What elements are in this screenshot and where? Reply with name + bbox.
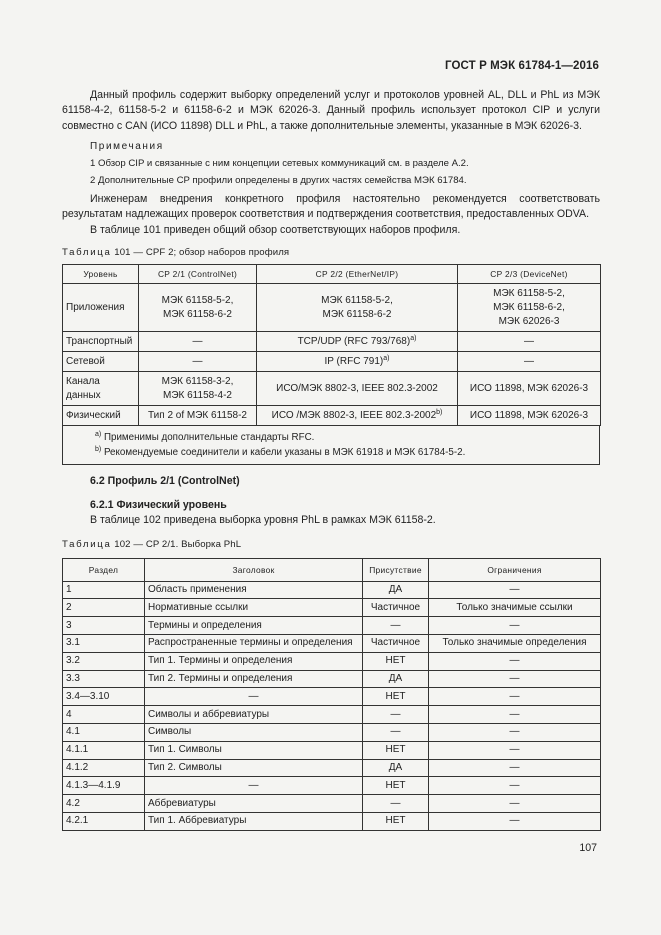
table-row xyxy=(63,406,601,426)
table-cell xyxy=(139,284,257,332)
table-cell: 4.1.3—4.1.9 xyxy=(63,777,145,795)
table-cell: Частичное xyxy=(363,634,429,652)
cell-line: данных xyxy=(66,389,101,401)
table-row xyxy=(63,812,601,830)
table-cell: Только значимые определения xyxy=(429,634,601,652)
cell-line: МЭК 61158-5-2, xyxy=(493,287,565,299)
table-row xyxy=(63,723,601,741)
table-cell: НЕТ xyxy=(363,652,429,670)
table-cell: — xyxy=(429,581,601,599)
table-cell: — xyxy=(429,741,601,759)
table-cell: НЕТ xyxy=(363,741,429,759)
table-cell: ДА xyxy=(363,581,429,599)
paragraph-2: Инженерам внедрения конкретного профиля настоятельно рекомендуется соответствовать результатам надлежащих проверок соответствия и подтверждения соответствия, предоставленных ODVA. xyxy=(62,193,600,221)
table-cell: НЕТ xyxy=(363,688,429,706)
cell-line: МЭК 61158-5-2, xyxy=(321,294,393,306)
table-cell: ИСО/МЭК 8802-3, IEEE 802.3-2002 xyxy=(257,372,458,406)
table-cell: — xyxy=(363,706,429,724)
table-102-header: Ограничения xyxy=(429,558,601,581)
cell-line: МЭК 62026-3 xyxy=(498,315,560,327)
table-cell: Тип 1. Символы xyxy=(145,741,363,759)
table-101-header: Уровень xyxy=(63,265,139,284)
table-cell: 4 xyxy=(63,706,145,724)
table-cell: — xyxy=(363,723,429,741)
table-cell: — xyxy=(429,777,601,795)
table-cell: 3.4—3.10 xyxy=(63,688,145,706)
note-1: 1 Обзор CIP и связанные с ним концепции сетевых коммуникаций см. в разделе А.2. xyxy=(90,158,469,170)
table-cell: — xyxy=(429,795,601,813)
table-cell: НЕТ xyxy=(363,777,429,795)
cell-text: TCP/UDP (RFC 793/768) xyxy=(297,335,411,347)
note-2: 2 Дополнительные CP профили определены в других частях семейства МЭК 61784. xyxy=(90,175,467,187)
table-row xyxy=(63,372,601,406)
table-row xyxy=(63,581,601,599)
table-cell xyxy=(257,406,458,426)
table-row xyxy=(63,706,601,724)
section-6-2-1-title: 6.2.1 Физический уровень xyxy=(90,498,227,511)
table-101-caption-text: 101 — CPF 2; обзор наборов профиля xyxy=(114,247,290,259)
table-cell: 2 xyxy=(63,599,145,617)
section-6-2-1-text: В таблице 102 приведена выборка уровня PhL в рамках МЭК 61158-2. xyxy=(90,513,436,526)
table-cell: — xyxy=(363,617,429,635)
table-cell: — xyxy=(429,652,601,670)
table-row xyxy=(63,284,601,332)
table-cell: Термины и определения xyxy=(145,617,363,635)
table-cell: — xyxy=(458,332,601,352)
table-cell xyxy=(257,284,458,332)
table-cell: Транспортный xyxy=(63,332,139,352)
table-cell: — xyxy=(429,706,601,724)
footnote-mark: a) xyxy=(95,431,102,439)
table-cell: Область применения xyxy=(145,581,363,599)
footnote-b xyxy=(95,445,599,460)
table-101-header: CP 2/1 (ControlNet) xyxy=(139,265,257,284)
table-cell: ИСО 11898, МЭК 62026-3 xyxy=(458,372,601,406)
table-101 xyxy=(62,264,601,426)
table-row xyxy=(63,332,601,352)
table-cell: 3 xyxy=(63,617,145,635)
footnote-a xyxy=(95,430,599,445)
cell-line: МЭК 61158-6-2, xyxy=(493,301,565,313)
table-cell: Частичное xyxy=(363,599,429,617)
table-cell xyxy=(458,284,601,332)
table-cell: — xyxy=(429,723,601,741)
table-102-caption-text: 102 — CP 2/1. Выборка PhL xyxy=(114,539,242,551)
table-cell: Только значимые ссылки xyxy=(429,599,601,617)
table-row xyxy=(63,741,601,759)
table-cell: Тип 2 of МЭК 61158-2 xyxy=(139,406,257,426)
table-cell: 3.3 xyxy=(63,670,145,688)
table-row xyxy=(63,617,601,635)
table-101-footnotes xyxy=(62,426,600,465)
table-row xyxy=(63,670,601,688)
table-row xyxy=(63,777,601,795)
table-row xyxy=(63,759,601,777)
cell-line: МЭК 61158-5-2, xyxy=(161,294,234,306)
table-cell: Тип 2. Символы xyxy=(145,759,363,777)
table-cell: — xyxy=(145,777,363,795)
table-102-caption-prefix: Таблица xyxy=(62,539,112,551)
table-102-header: Раздел xyxy=(63,558,145,581)
standard-header: ГОСТ Р МЭК 61784-1—2016 xyxy=(445,60,599,72)
section-6-2-title: 6.2 Профиль 2/1 (ControlNet) xyxy=(90,475,240,488)
table-cell: 4.1 xyxy=(63,723,145,741)
table-row xyxy=(63,352,601,372)
table-cell: 1 xyxy=(63,581,145,599)
footnote-text: Применимы дополнительные стандарты RFC. xyxy=(101,432,315,444)
table-cell: — xyxy=(458,352,601,372)
table-cell xyxy=(139,372,257,406)
table-cell: 4.1.2 xyxy=(63,759,145,777)
cell-line: МЭК 61158-3-2, xyxy=(161,375,234,387)
table-102-caption xyxy=(62,537,600,552)
table-cell: — xyxy=(139,352,257,372)
table-cell: Нормативные ссылки xyxy=(145,599,363,617)
table-row xyxy=(63,634,601,652)
table-cell: НЕТ xyxy=(363,812,429,830)
footnote-mark: b) xyxy=(95,446,102,454)
table-cell: Сетевой xyxy=(63,352,139,372)
table-cell: Распространенные термины и определения xyxy=(145,634,363,652)
table-cell: — xyxy=(429,617,601,635)
table-cell: — xyxy=(139,332,257,352)
table-102-header: Присутствие xyxy=(363,558,429,581)
table-cell: Тип 1. Термины и определения xyxy=(145,652,363,670)
table-cell: — xyxy=(429,670,601,688)
table-row xyxy=(63,795,601,813)
table-cell: ДА xyxy=(363,759,429,777)
notes-title: Примечания xyxy=(90,140,164,152)
footnote-mark: a) xyxy=(383,354,390,362)
table-cell: Тип 1. Аббревиатуры xyxy=(145,812,363,830)
table-102 xyxy=(62,558,601,831)
table-102-header-row xyxy=(63,558,601,581)
paragraph-3: В таблице 101 приведен общий обзор соответствующих наборов профиля. xyxy=(90,223,461,236)
table-row xyxy=(63,688,601,706)
cell-line: МЭК 61158-6-2 xyxy=(163,308,232,320)
page-content xyxy=(62,88,600,831)
cell-text: ИСО /МЭК 8802-3, IEEE 802.3-2002 xyxy=(271,409,437,421)
cell-line: Канала xyxy=(66,375,100,387)
table-cell xyxy=(257,352,458,372)
table-cell: — xyxy=(429,812,601,830)
table-cell: — xyxy=(429,688,601,706)
table-101-header: CP 2/2 (EtherNet/IP) xyxy=(257,265,458,284)
table-102-header: Заголовок xyxy=(145,558,363,581)
intro-paragraph: Данный профиль содержит выборку определений услуг и протоколов уровней AL, DLL и PhL из МЭК 61158-4-2, 61158-5-2 и 61158-6-2 и МЭК 62026-3. Данный профиль использует протокол CIP и услуги совместно с CAN (ИСО 11898) DLL и PhL, а также дополнительные элементы, указанные в МЭК 62026-3. xyxy=(62,89,600,132)
table-cell: Символы xyxy=(145,723,363,741)
table-cell: Аббревиатуры xyxy=(145,795,363,813)
table-cell xyxy=(63,372,139,406)
table-row xyxy=(63,652,601,670)
table-cell: Тип 2. Термины и определения xyxy=(145,670,363,688)
table-cell: — xyxy=(429,759,601,777)
cell-line: МЭК 61158-6-2 xyxy=(322,308,392,320)
table-cell: 4.2 xyxy=(63,795,145,813)
cell-text: IP (RFC 791) xyxy=(324,355,384,367)
table-cell: Физический xyxy=(63,406,139,426)
footnote-mark: a) xyxy=(410,334,417,342)
table-101-header: CP 2/3 (DeviceNet) xyxy=(458,265,601,284)
table-cell: ИСО 11898, МЭК 62026-3 xyxy=(458,406,601,426)
table-cell: Символы и аббревиатуры xyxy=(145,706,363,724)
table-101-caption xyxy=(62,245,600,260)
table-101-caption-prefix: Таблица xyxy=(62,247,112,259)
table-cell: — xyxy=(145,688,363,706)
page-number: 107 xyxy=(579,842,597,854)
table-101-header-row xyxy=(63,265,601,284)
footnote-mark: b) xyxy=(436,408,443,416)
table-cell xyxy=(257,332,458,352)
table-row xyxy=(63,599,601,617)
table-cell: 3.2 xyxy=(63,652,145,670)
cell-line: МЭК 61158-4-2 xyxy=(163,389,232,401)
table-cell: ДА xyxy=(363,670,429,688)
footnote-text: Рекомендуемые соединители и кабели указаны в МЭК 61918 и МЭК 61784-5-2. xyxy=(101,447,466,459)
table-cell: — xyxy=(363,795,429,813)
table-cell: 4.1.1 xyxy=(63,741,145,759)
table-cell: Приложения xyxy=(63,284,139,332)
table-cell: 4.2.1 xyxy=(63,812,145,830)
table-cell: 3.1 xyxy=(63,634,145,652)
